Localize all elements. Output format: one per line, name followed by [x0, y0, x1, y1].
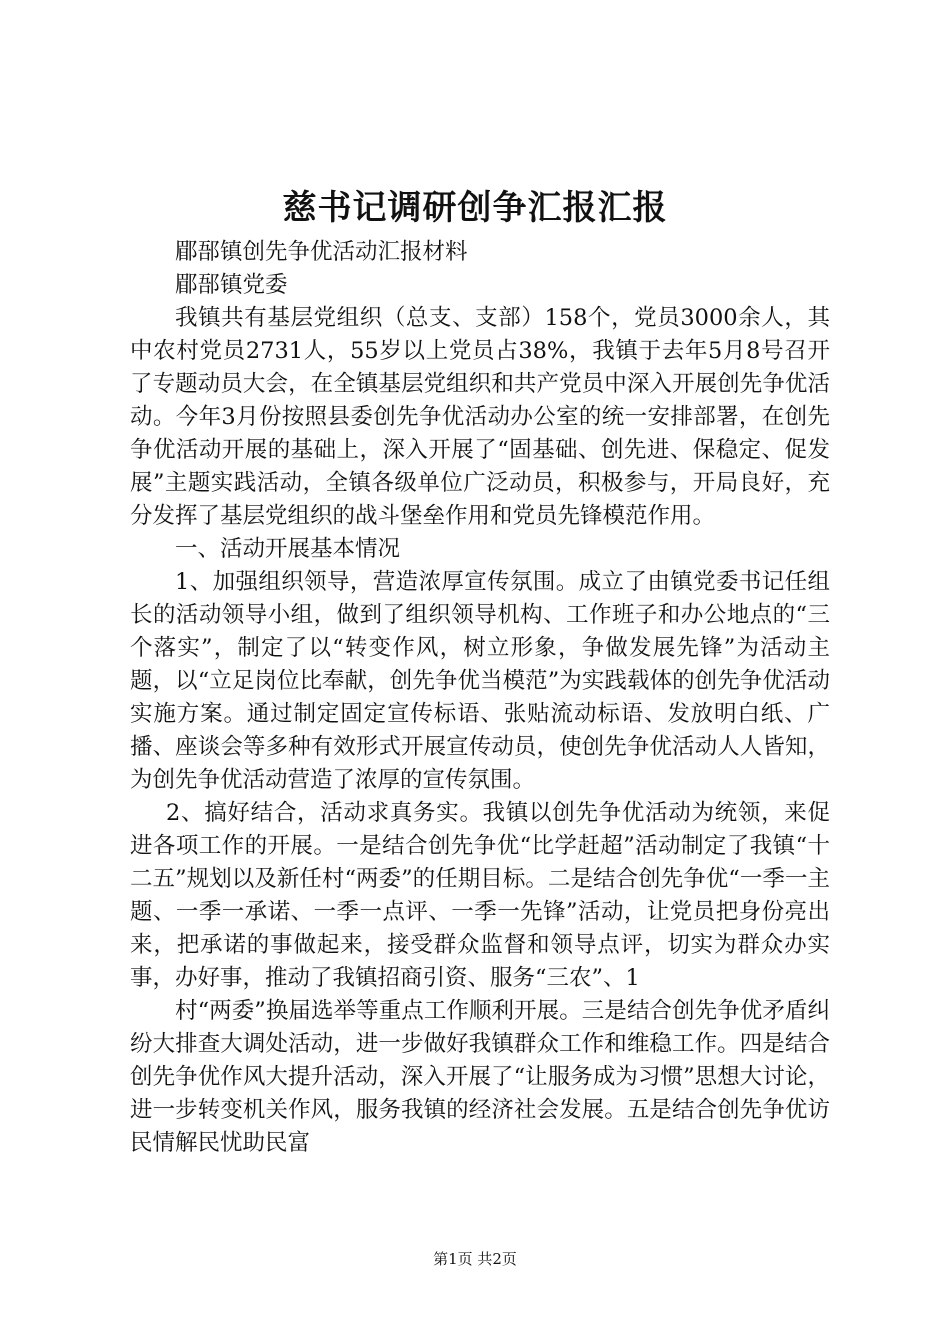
section-heading: 一、活动开展基本情况	[175, 536, 401, 562]
author-line: 郿郚镇党委	[175, 272, 288, 298]
document-title: 慈书记调研创争汇报汇报	[282, 188, 668, 228]
intro-paragraph: 我镇共有基层党组织（总支、支部）158个，党员3000余人，其中农村党员2731人，55岁以上党员占38%，我镇于去年5月8号召开了专题动员大会，在全镇基层党组织和共产党员中深入开展创先争优活动。今年3月份按照县委创先争优活动办公室的统一安排部署，在创先争优活动开展的基础上，深入开展了“固基础、创先进、保稳定、促发展”主题实践活动，全镇各级单位广泛动员，积极参与，开局良好，充分发挥了基层党组织的战斗堡垒作用和党员先锋模范作用。	[130, 305, 830, 529]
paragraph-continued: 村“两委”换届选举等重点工作顺利开展。三是结合创先争优矛盾纠纷大排查大调处活动，进一步做好我镇群众工作和维稳工作。四是结合创先争优作风大提升活动，深入开展了“让服务成为习惯”思想大讨论，进一步转变机关作风，服务我镇的经济社会发展。五是结合创先争优访民情解民忧助民富	[130, 998, 830, 1156]
paragraph-item-1: 1、加强组织领导，营造浓厚宣传氛围。成立了由镇党委书记任组长的活动领导小组，做到了组织领导机构、工作班子和办公地点的“三个落实”，制定了以“转变作风，树立形象，争做发展先锋”为活动主题，以“立足岗位比奉献，创先争优当模范”为实践载体的创先争优活动实施方案。通过制定固定宣传标语、张贴流动标语、发放明白纸、广播、座谈会等多种有效形式开展宣传动员，使创先争优活动人人皆知，为创先争优活动营造了浓厚的宣传氛围。	[130, 569, 830, 793]
document-body	[130, 236, 830, 1160]
subtitle-line: 郿郚镇创先争优活动汇报材料	[175, 239, 468, 265]
page-footer: 第1页 共2页	[433, 1250, 517, 1268]
paragraph-item-2: 2、搞好结合，活动求真务实。我镇以创先争优活动为统领，来促进各项工作的开展。一是结合创先争优“比学赶超”活动制定了我镇“十二五”规划以及新任村“两委”的任期目标。二是结合创先争优“一季一主题、一季一承诺、一季一点评、一季一先锋”活动，让党员把身份亮出来，把承诺的事做起来，接受群众监督和领导点评，切实为群众办实事，办好事，推动了我镇招商引资、服务“三农”、1	[130, 800, 830, 991]
